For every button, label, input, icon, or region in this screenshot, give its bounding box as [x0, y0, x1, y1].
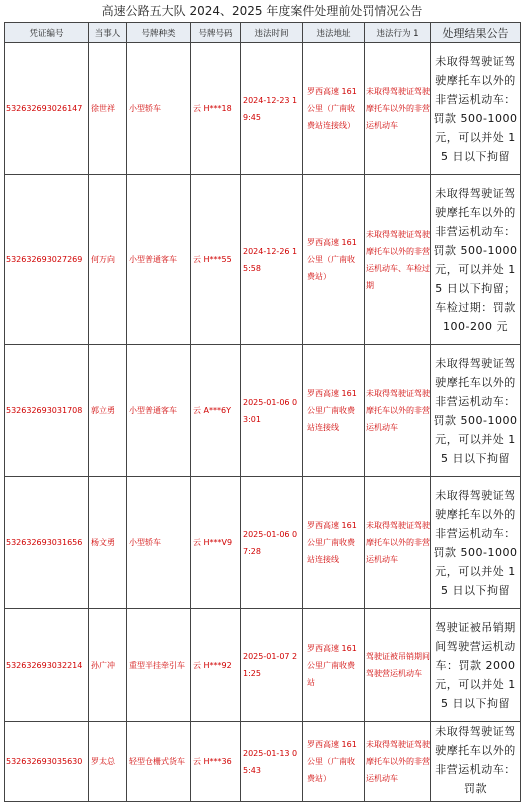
cell-party: 杨文勇 — [89, 477, 127, 609]
cell-plate-no: 云 H***V9 — [191, 477, 241, 609]
cell-plate-no: 云 H***55 — [191, 175, 241, 345]
cell-time: 2025-01-06 07:28 — [241, 477, 303, 609]
cell-violation: 未取得驾驶证驾驶摩托车以外的非营运机动车 — [365, 43, 431, 175]
cell-party: 徐世祥 — [89, 43, 127, 175]
cell-plate-type: 小型轿车 — [127, 477, 191, 609]
cell-result: 未取得驾驶证驾驶摩托车以外的非营运机动车：罚款 500-1000 元，可以并处 15 日以下拘留 — [431, 345, 521, 477]
cell-time: 2024-12-23 19:45 — [241, 43, 303, 175]
cell-address: 罗西高速 161 公里（广南收费站） — [303, 175, 365, 345]
page-title: 高速公路五大队 2024、2025 年度案件处理前处罚情况公告 — [101, 4, 423, 18]
header-plate-type: 号牌种类 — [127, 23, 191, 43]
cell-violation: 驾驶证被吊销期间驾驶营运机动车 — [365, 609, 431, 722]
cell-violation: 未取得驾驶证驾驶摩托车以外的非营运机动车 — [365, 345, 431, 477]
header-plate-no: 号牌号码 — [191, 23, 241, 43]
cell-party: 郭立勇 — [89, 345, 127, 477]
cell-time: 2024-12-26 15:58 — [241, 175, 303, 345]
cell-plate-type: 小型轿车 — [127, 43, 191, 175]
cell-plate-no: 云 H***18 — [191, 43, 241, 175]
cell-party: 罗太总 — [89, 722, 127, 802]
cell-party: 孙广冲 — [89, 609, 127, 722]
cell-result: 未取得驾驶证驾驶摩托车以外的非营运机动车：罚款 — [431, 722, 521, 802]
header-time: 违法时间 — [241, 23, 303, 43]
cell-result: 未取得驾驶证驾驶摩托车以外的非营运机动车：罚款 500-1000 元，可以并处 15 日以下拘留；车检过期：罚款 100-200 元 — [431, 175, 521, 345]
cell-plate-no: 云 H***92 — [191, 609, 241, 722]
cell-address: 罗西高速 161 公里广南收费站 — [303, 609, 365, 722]
cell-address: 罗西高速 161 公里（广南收费站连接线） — [303, 43, 365, 175]
cell-plate-no: 云 H***36 — [191, 722, 241, 802]
cell-voucher-no: 532632693035630 — [5, 722, 89, 802]
table-row — [5, 609, 521, 722]
table-row — [5, 175, 521, 345]
cell-voucher-no: 532632693031656 — [5, 477, 89, 609]
cell-voucher-no: 532632693027269 — [5, 175, 89, 345]
table-row — [5, 722, 521, 802]
cell-result: 驾驶证被吊销期间驾驶营运机动车：罚款 2000 元，可以并处 15 日以下拘留 — [431, 609, 521, 722]
header-party: 当事人 — [89, 23, 127, 43]
cell-plate-no: 云 A***6Y — [191, 345, 241, 477]
cell-plate-type: 重型半挂牵引车 — [127, 609, 191, 722]
cell-result: 未取得驾驶证驾驶摩托车以外的非营运机动车：罚款 500-1000 元，可以并处 15 日以下拘留 — [431, 477, 521, 609]
cell-time: 2025-01-06 03:01 — [241, 345, 303, 477]
table-header-row — [5, 23, 521, 43]
cell-violation: 未取得驾驶证驾驶摩托车以外的非营运机动车、车检过期 — [365, 175, 431, 345]
cell-address: 罗西高速 161 公里广南收费站连接线 — [303, 345, 365, 477]
cell-violation: 未取得驾驶证驾驶摩托车以外的非营运机动车 — [365, 477, 431, 609]
cell-voucher-no: 532632693031708 — [5, 345, 89, 477]
cell-voucher-no: 532632693032214 — [5, 609, 89, 722]
cell-result: 未取得驾驶证驾驶摩托车以外的非营运机动车：罚款 500-1000 元，可以并处 15 日以下拘留 — [431, 43, 521, 175]
table-row — [5, 477, 521, 609]
header-voucher-no: 凭证编号 — [5, 23, 89, 43]
table-row — [5, 345, 521, 477]
header-result: 处理结果公告 — [431, 23, 521, 43]
cell-time: 2025-01-13 05:43 — [241, 722, 303, 802]
cell-party: 何万向 — [89, 175, 127, 345]
cell-violation: 未取得驾驶证驾驶摩托车以外的非营运机动车 — [365, 722, 431, 802]
cell-time: 2025-01-07 21:25 — [241, 609, 303, 722]
cell-address: 罗西高速 161 公里广南收费站连接线 — [303, 477, 365, 609]
cell-plate-type: 轻型仓栅式货车 — [127, 722, 191, 802]
table-row — [5, 43, 521, 175]
cell-plate-type: 小型普通客车 — [127, 175, 191, 345]
cell-voucher-no: 532632693026147 — [5, 43, 89, 175]
header-violation: 违法行为 1 — [365, 23, 431, 43]
header-address: 违法地址 — [303, 23, 365, 43]
cell-plate-type: 小型普通客车 — [127, 345, 191, 477]
penalty-table — [4, 22, 521, 802]
cell-address: 罗西高速 161 公里（广南收费站） — [303, 722, 365, 802]
